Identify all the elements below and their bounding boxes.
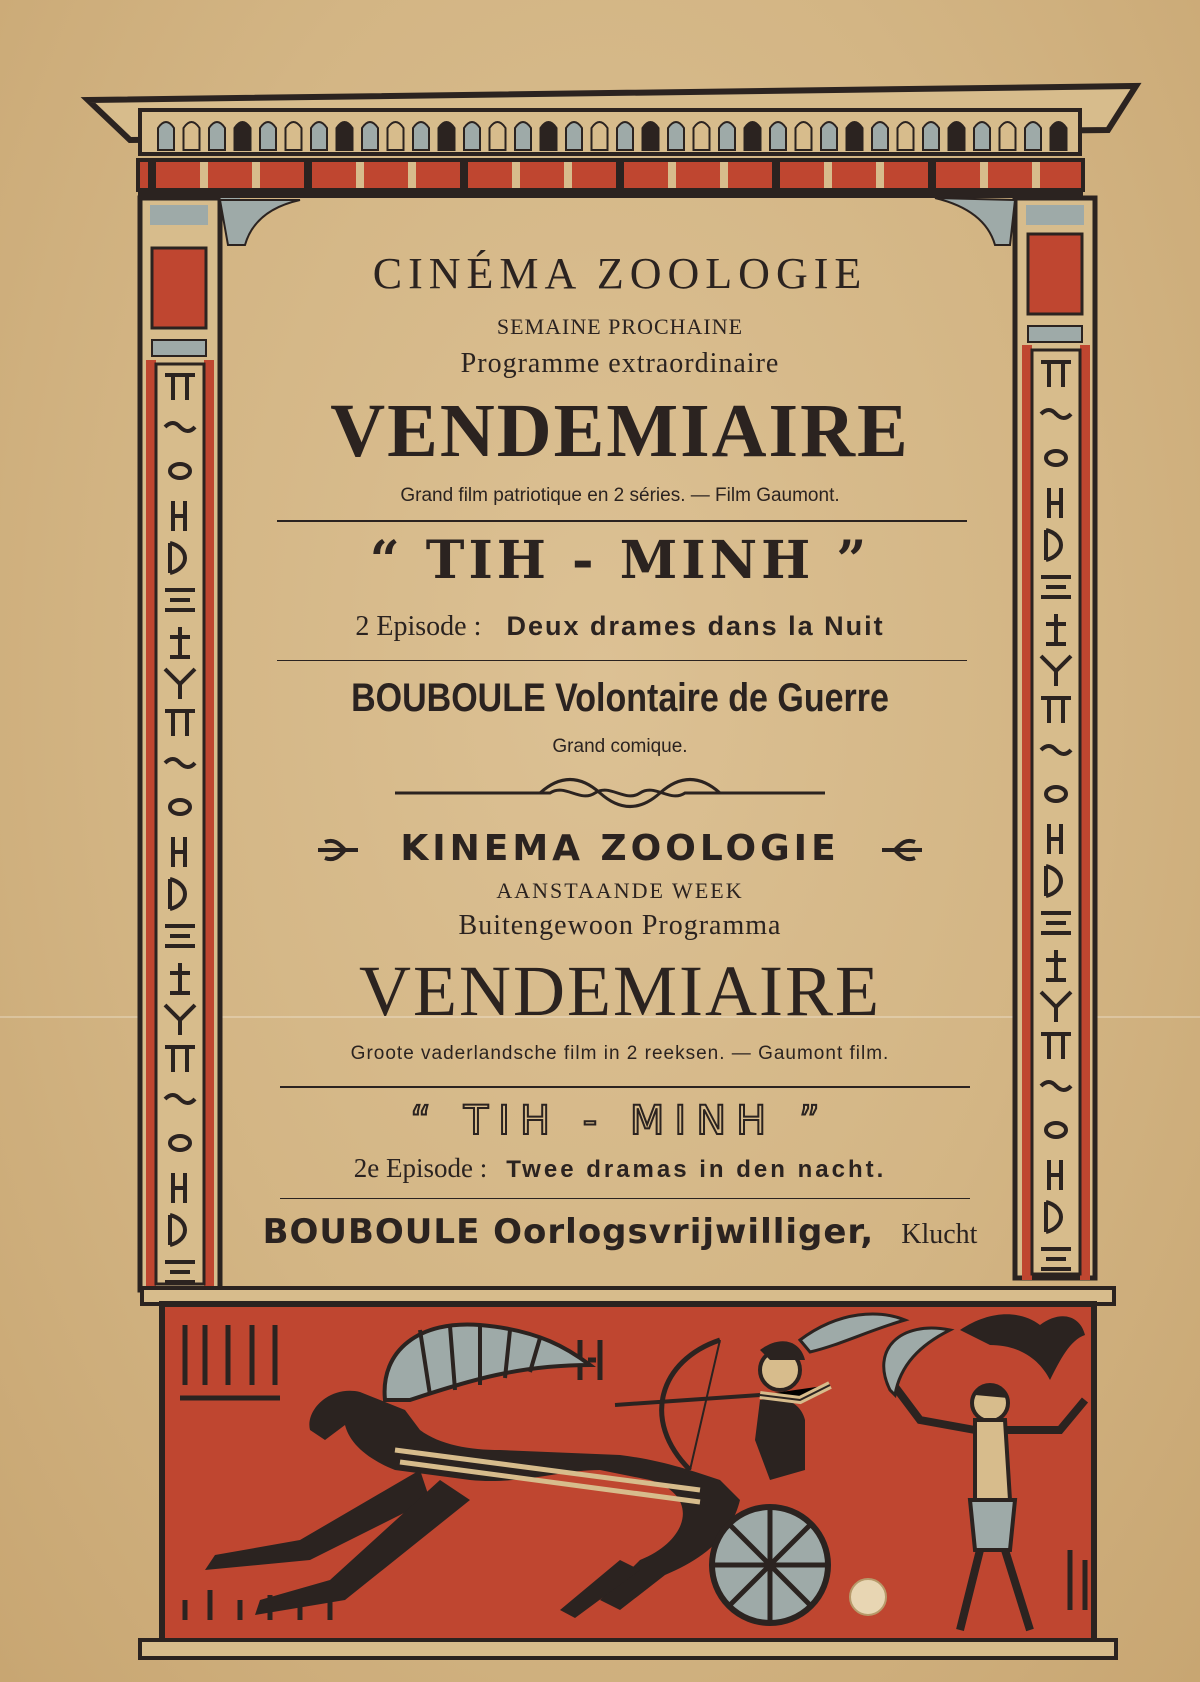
- crenel: [872, 122, 888, 150]
- crenel: [209, 122, 225, 150]
- episode-number-nl: 2e Episode :: [353, 1153, 488, 1183]
- punch-hole: [850, 1579, 886, 1615]
- band-mark: [824, 162, 832, 188]
- crenel: [643, 122, 659, 150]
- crenel: [1000, 122, 1016, 150]
- band-mark: [720, 162, 728, 188]
- comedy-title-nl: BOUBOULE Oorlogsvrijwilliger,: [262, 1212, 875, 1252]
- crenel: [1025, 122, 1041, 150]
- band-mark: [1032, 162, 1040, 188]
- crenel: [337, 122, 353, 150]
- crenel: [617, 122, 633, 150]
- band-mark: [772, 162, 780, 188]
- crenel: [898, 122, 914, 150]
- feature-title-nl: VENDEMIAIRE: [359, 951, 881, 1031]
- crenel: [592, 122, 608, 150]
- crenel: [923, 122, 939, 150]
- crenel: [311, 122, 327, 150]
- serial-title-nl: “ TIH - MINH ”: [410, 1098, 830, 1144]
- comedy-line-nl: [225, 1212, 1015, 1252]
- crenel: [235, 122, 251, 150]
- crenel: [949, 122, 965, 150]
- cinema-title: CINÉMA ZOOLOGIE: [372, 249, 868, 298]
- divider: [277, 520, 967, 522]
- crenel: [974, 122, 990, 150]
- band-mark: [304, 162, 312, 188]
- band-mark: [200, 162, 208, 188]
- crenel: [286, 122, 302, 150]
- band-mark: [148, 162, 156, 188]
- crenel: [796, 122, 812, 150]
- kinema-title: KINEMA ZOOLOGIE: [400, 828, 840, 869]
- crenel: [464, 122, 480, 150]
- comedy-title: BOUBOULE Volontaire de Guerre: [351, 676, 889, 720]
- feature-description: Grand film patriotique en 2 séries. — Film Gaumont.: [400, 485, 840, 506]
- serial-title: “ TIH - MINH ”: [369, 530, 871, 591]
- band-mark: [252, 162, 260, 188]
- week-label-nl: AANSTAANDE WEEK: [496, 878, 744, 903]
- band-mark: [408, 162, 416, 188]
- program-panel: [225, 198, 1015, 1272]
- crenel: [719, 122, 735, 150]
- crenel: [158, 122, 174, 150]
- episode-number: 2 Episode :: [355, 611, 482, 642]
- episode-title: Deux drames dans la Nuit: [506, 611, 885, 641]
- band-mark: [668, 162, 676, 188]
- episode-line-nl: [225, 1153, 1015, 1184]
- cornice: [88, 86, 1136, 198]
- divider: [280, 1086, 970, 1088]
- divider: [280, 1198, 970, 1199]
- crenel: [566, 122, 582, 150]
- episode-line: [225, 611, 1015, 643]
- crenel: [821, 122, 837, 150]
- divider: [277, 660, 967, 661]
- week-label: SEMAINE PROCHAINE: [496, 314, 744, 339]
- crenel: [515, 122, 531, 150]
- programme-label-nl: Buitengewoon Programma: [458, 910, 782, 941]
- band-mark: [980, 162, 988, 188]
- band-mark: [460, 162, 468, 188]
- comedy-description: Grand comique.: [552, 736, 688, 757]
- crenel: [668, 122, 684, 150]
- episode-title-nl: Twee dramas in den nacht.: [506, 1156, 887, 1183]
- crenel: [1051, 122, 1067, 150]
- feature-title: VENDEMIAIRE: [330, 389, 910, 473]
- crenel: [770, 122, 786, 150]
- comedy-tag-nl: Klucht: [901, 1219, 978, 1250]
- crenel: [541, 122, 557, 150]
- feature-description-nl: Groote vaderlandsche film in 2 reeksen. — Gaumont film.: [350, 1043, 890, 1064]
- chariot-archer-illustration-icon: [140, 1288, 1116, 1658]
- crenel: [362, 122, 378, 150]
- band-mark: [616, 162, 624, 188]
- crenel: [184, 122, 200, 150]
- band-mark: [356, 162, 364, 188]
- crenel: [439, 122, 455, 150]
- crenel: [388, 122, 404, 150]
- crenel: [260, 122, 276, 150]
- band-mark: [564, 162, 572, 188]
- crenel: [745, 122, 761, 150]
- programme-label: Programme extraordinaire: [460, 348, 780, 379]
- band-mark: [512, 162, 520, 188]
- band-mark: [876, 162, 884, 188]
- band-mark: [928, 162, 936, 188]
- crenel: [847, 122, 863, 150]
- crenel: [490, 122, 506, 150]
- crenel: [413, 122, 429, 150]
- crenel: [694, 122, 710, 150]
